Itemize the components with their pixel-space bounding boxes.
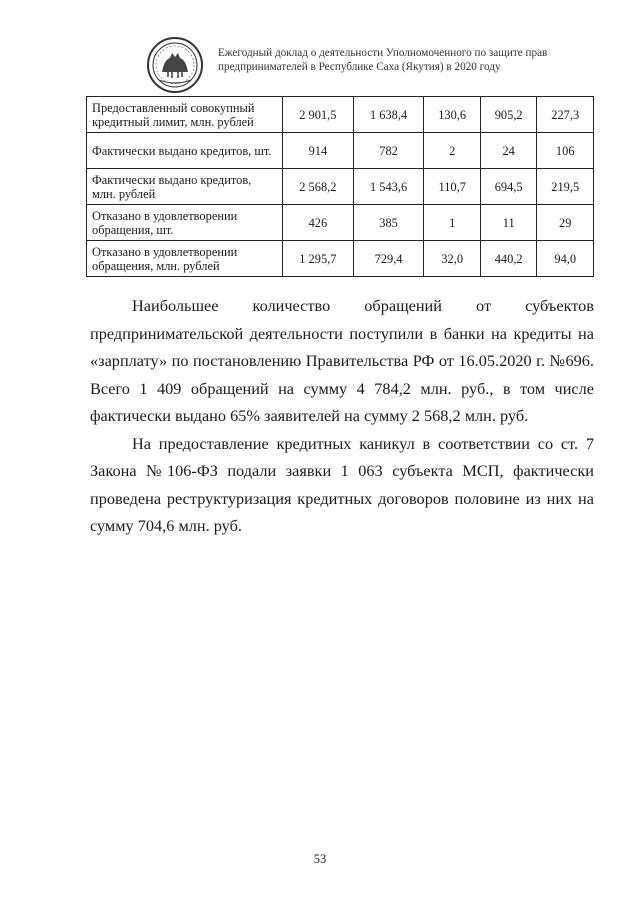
table-cell: 694,5 xyxy=(480,169,537,205)
table-cell: 24 xyxy=(480,133,537,169)
header-line-2: предпринимателей в Республике Саха (Якутия) в 2020 году xyxy=(218,61,501,73)
row-label: Предоставленный совокупный кредитный лимит, млн. рублей xyxy=(87,97,283,133)
table-cell: 782 xyxy=(353,133,424,169)
table-cell: 2 xyxy=(424,133,481,169)
row-label: Фактически выдано кредитов, шт. xyxy=(87,133,283,169)
table-cell: 1 295,7 xyxy=(283,241,354,277)
table-cell: 219,5 xyxy=(537,169,594,205)
header-line-1: Ежегодный доклад о деятельности Уполномоченного по защите прав xyxy=(218,47,548,59)
row-label: Фактически выдано кредитов, млн. рублей xyxy=(87,169,283,205)
table-cell: 426 xyxy=(283,205,354,241)
header-text xyxy=(218,46,547,74)
table-row xyxy=(87,241,594,277)
table-cell: 130,6 xyxy=(424,97,481,133)
paragraph: На предоставление кредитных каникул в соответствии со ст. 7 Закона №106-ФЗ подали заявки 1 063 субъекта МСП, фактически проведена реструктуризация кредитных договоров половине из них на сумму 704,6 млн. руб. xyxy=(90,433,594,535)
table-cell: 29 xyxy=(537,205,594,241)
emblem-icon xyxy=(146,36,204,94)
table-cell: 440,2 xyxy=(480,241,537,277)
table-cell: 1 638,4 xyxy=(353,97,424,133)
table-cell: 1 xyxy=(424,205,481,241)
table-row xyxy=(87,133,594,169)
table-row xyxy=(87,97,594,133)
table-cell: 94,0 xyxy=(537,241,594,277)
table-cell: 1 543,6 xyxy=(353,169,424,205)
table-cell: 2 568,2 xyxy=(283,169,354,205)
body-text xyxy=(90,292,594,540)
row-label: Отказано в удовлетворении обращения, шт. xyxy=(87,205,283,241)
paragraph: Наибольшее количество обращений от субъектов предпринимательской деятельности поступили в банки на кредиты на «зарплату» по постановлению Правительства РФ от 16.05.2020 г. №696. Всего 1 409 обращений на сумму 4 784,2 млн. руб., в том числе фактически выдано 65% заявителей на сумму 2 568,2 млн. руб. xyxy=(90,296,594,425)
table-cell: 32,0 xyxy=(424,241,481,277)
page-header xyxy=(146,36,606,96)
table-cell: 106 xyxy=(537,133,594,169)
table-cell: 385 xyxy=(353,205,424,241)
table-cell: 905,2 xyxy=(480,97,537,133)
page-number: 53 xyxy=(313,852,327,866)
table-row xyxy=(87,169,594,205)
table-cell: 11 xyxy=(480,205,537,241)
table-cell: 2 901,5 xyxy=(283,97,354,133)
table-cell: 914 xyxy=(283,133,354,169)
credit-table xyxy=(86,96,594,277)
table-cell: 110,7 xyxy=(424,169,481,205)
table-row xyxy=(87,205,594,241)
table-cell: 729,4 xyxy=(353,241,424,277)
row-label: Отказано в удовлетворении обращения, млн. рублей xyxy=(87,241,283,277)
table-cell: 227,3 xyxy=(537,97,594,133)
